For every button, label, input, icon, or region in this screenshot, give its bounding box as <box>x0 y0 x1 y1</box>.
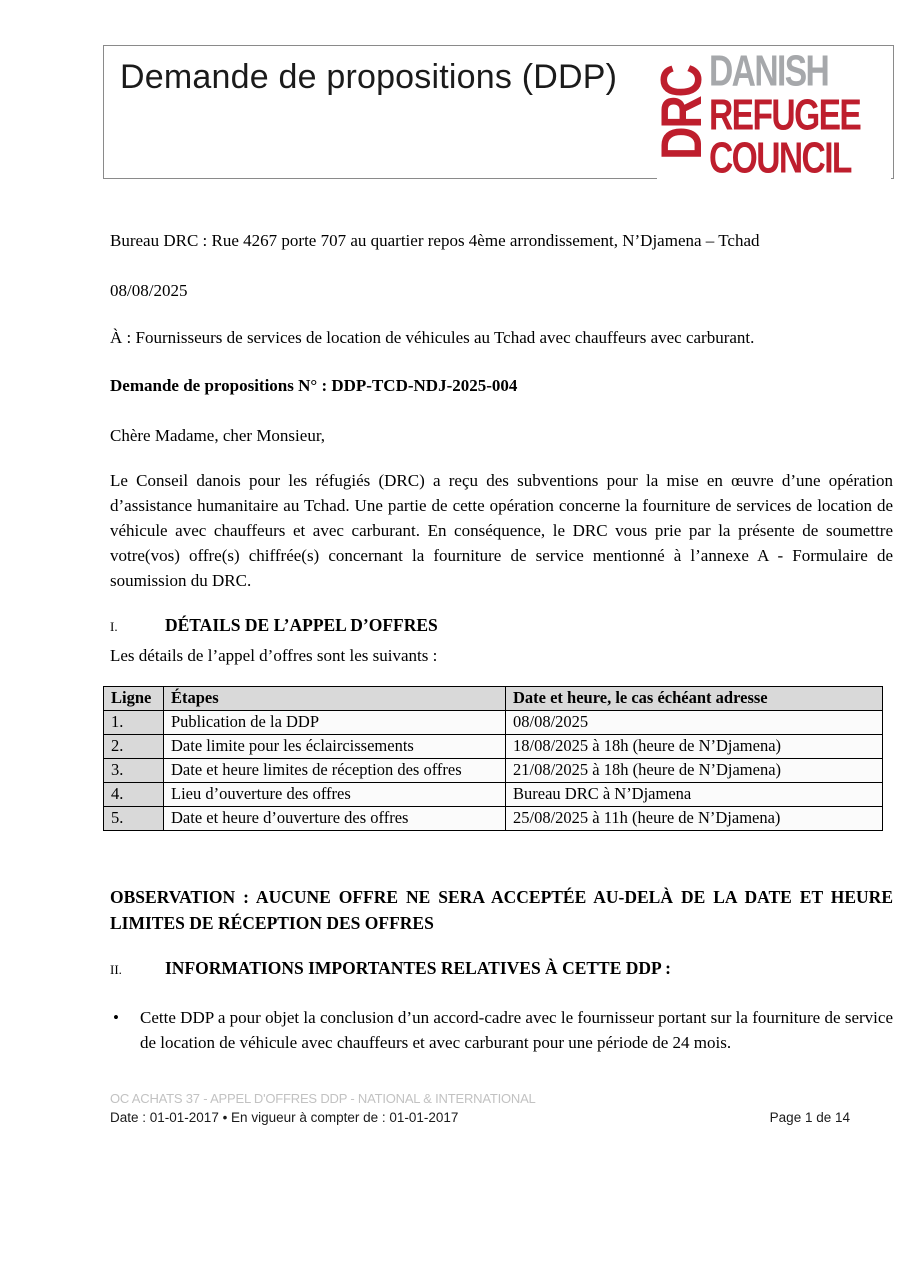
section-2-number: II. <box>110 962 122 977</box>
footer-document-reference: OC ACHATS 37 - APPEL D'OFFRES DDP - NATIONAL & INTERNATIONAL <box>110 1091 536 1106</box>
table-row <box>104 735 883 759</box>
rfp-reference-number: Demande de propositions N° : DDP-TCD-NDJ-2025-004 <box>110 376 518 395</box>
intro-paragraph: Le Conseil danois pour les réfugiés (DRC) a reçu des subventions pour la mise en œuvre d’une opération d’assistance humanitaire au Tchad. Une partie de cette opération concerne la fourniture de services de location de véhicule avec chauffeurs et avec carburant. En conséquence, le DRC vous prie par la présente de soumettre votre(vos) offre(s) chiffrée(s) concernant la fourniture de service mentionné à l’annexe A - Formulaire de soumission du DRC. <box>110 471 893 590</box>
bullet-marker: • <box>113 1008 119 1027</box>
bullet-text: Cette DDP a pour objet la conclusion d’un accord-cadre avec le fournisseur portant sur la fourniture de service de location de véhicule avec chauffeurs et avec carburant pour une période de 24 mois. <box>140 1008 893 1052</box>
cell-line-number: 2. <box>104 735 164 759</box>
logo-word-council: COUNCIL <box>709 133 851 182</box>
drc-logo-wordmark <box>709 46 898 182</box>
drc-logo-acronym: DRC <box>650 66 715 160</box>
table-row <box>104 759 883 783</box>
cell-step: Date et heure d’ouverture des offres <box>164 807 506 831</box>
bullet-item <box>110 1005 893 1055</box>
letter-date: 08/08/2025 <box>110 281 188 300</box>
cell-step: Publication de la DDP <box>164 711 506 735</box>
observation-notice: OBSERVATION : AUCUNE OFFRE NE SERA ACCEPTÉE AU-DELÀ DE LA DATE ET HEURE LIMITES DE RÉCEPTION DES OFFRES <box>110 887 893 933</box>
table-row <box>104 711 883 735</box>
section-2-heading <box>110 956 893 982</box>
column-header-etapes: Étapes <box>164 687 506 711</box>
cell-date: 08/08/2025 <box>506 711 883 735</box>
page-title: Demande de propositions (DDP) <box>120 58 618 96</box>
section-1-heading <box>110 613 893 639</box>
section-1-lead: Les détails de l’appel d’offres sont les suivants : <box>110 646 438 665</box>
cell-date: 18/08/2025 à 18h (heure de N’Djamena) <box>506 735 883 759</box>
footer-page-number: Page 1 de 14 <box>769 1110 850 1125</box>
logo-word-refugee: REFUGEE <box>709 89 861 139</box>
section-2-title: INFORMATIONS IMPORTANTES RELATIVES À CETTE DDP : <box>165 958 671 978</box>
column-header-ligne: Ligne <box>104 687 164 711</box>
recipient-line: À : Fournisseurs de services de location de véhicules au Tchad avec chauffeurs avec carburant. <box>110 328 755 347</box>
column-header-date: Date et heure, le cas échéant adresse <box>506 687 883 711</box>
page-footer <box>110 1091 850 1125</box>
document-header <box>103 45 894 182</box>
cell-date: Bureau DRC à N’Djamena <box>506 783 883 807</box>
table-header-row <box>104 687 883 711</box>
tender-details-table <box>103 686 883 831</box>
cell-date: 25/08/2025 à 11h (heure de N’Djamena) <box>506 807 883 831</box>
cell-step: Date et heure limites de réception des offres <box>164 759 506 783</box>
drc-logo <box>650 46 891 182</box>
table-row <box>104 807 883 831</box>
cell-line-number: 1. <box>104 711 164 735</box>
cell-step: Date limite pour les éclaircissements <box>164 735 506 759</box>
cell-line-number: 5. <box>104 807 164 831</box>
cell-line-number: 3. <box>104 759 164 783</box>
footer-effective-dates: Date : 01-01-2017 • En vigueur à compter de : 01-01-2017 <box>110 1110 459 1125</box>
cell-date: 21/08/2025 à 18h (heure de N’Djamena) <box>506 759 883 783</box>
table-row <box>104 783 883 807</box>
logo-word-danish: DANISH <box>709 46 829 95</box>
section-1-title: DÉTAILS DE L’APPEL D’OFFRES <box>165 615 438 635</box>
salutation: Chère Madame, cher Monsieur, <box>110 426 326 445</box>
cell-step: Lieu d’ouverture des offres <box>164 783 506 807</box>
section-1-number: I. <box>110 619 118 634</box>
office-address-line: Bureau DRC : Rue 4267 porte 707 au quartier repos 4ème arrondissement, N’Djamena – Tchad <box>110 231 760 250</box>
cell-line-number: 4. <box>104 783 164 807</box>
drc-logo-vertical-text <box>650 48 715 178</box>
